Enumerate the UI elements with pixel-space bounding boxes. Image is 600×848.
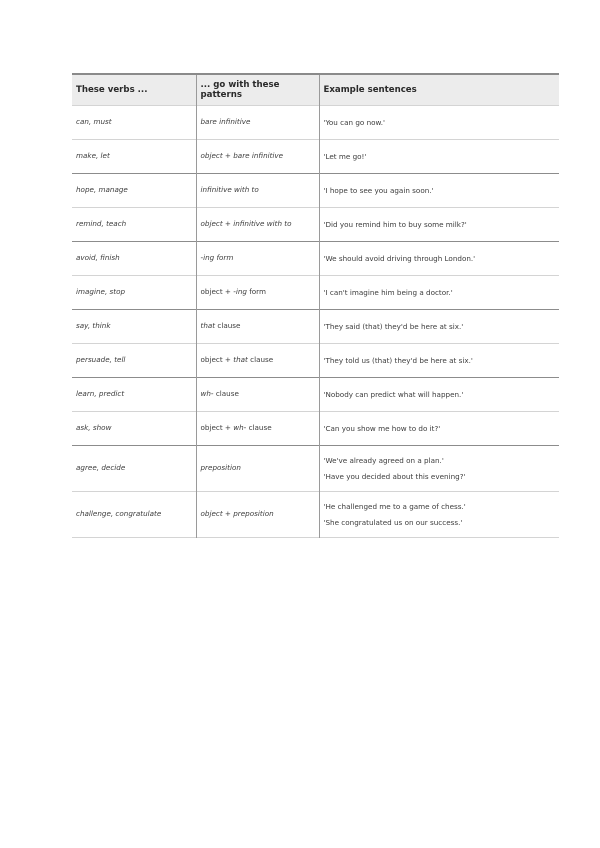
example-sentence: 'Did you remind him to buy some milk?' [323, 219, 467, 229]
verbs-cell: imagine, stop [76, 287, 126, 297]
example-cell [319, 276, 559, 310]
table-row [72, 174, 559, 208]
example-cell [319, 344, 559, 378]
example-cell [319, 412, 559, 446]
verbs-cell: avoid, finish [76, 253, 120, 263]
example-sentence: 'Have you decided about this evening?' [323, 471, 466, 481]
verbs-cell: hope, manage [76, 185, 128, 195]
table-row [72, 276, 559, 310]
table-row [72, 242, 559, 276]
example-sentence: 'We should avoid driving through London.' [323, 253, 476, 263]
header-verbs: These verbs ... [76, 85, 148, 95]
table-row [72, 310, 559, 344]
example-sentence: 'She congratulated us on our success.' [323, 517, 463, 527]
verbs-cell: persuade, tell [76, 355, 126, 365]
example-sentence: 'You can go now.' [323, 117, 386, 127]
example-sentence: 'He challenged me to a game of chess.' [323, 501, 466, 511]
verb-patterns-table [72, 73, 559, 538]
pattern-cell: infinitive with to [196, 174, 319, 208]
example-sentence: 'I can't imagine him being a doctor.' [323, 287, 453, 297]
table-row [72, 208, 559, 242]
pattern-cell: that clause [196, 310, 319, 344]
header-examples: Example sentences [319, 74, 559, 106]
header-patterns: ... go with these patterns [196, 74, 319, 106]
verbs-cell: can, must [76, 117, 112, 127]
pattern-cell: object + -ing form [196, 276, 319, 310]
verbs-cell: ask, show [76, 423, 112, 433]
pattern-cell: object + preposition [196, 492, 319, 538]
verbs-cell: say, think [76, 321, 111, 331]
example-cell [319, 174, 559, 208]
table-row [72, 378, 559, 412]
example-sentence: 'They said (that) they'd be here at six.' [323, 321, 464, 331]
example-cell [319, 310, 559, 344]
example-sentence: 'I hope to see you again soon.' [323, 185, 434, 195]
pattern-cell: object + wh- clause [196, 412, 319, 446]
pattern-cell: wh- clause [196, 378, 319, 412]
example-cell [319, 378, 559, 412]
example-cell [319, 106, 559, 140]
pattern-cell: object + bare infinitive [196, 140, 319, 174]
verbs-cell: challenge, congratulate [76, 509, 162, 519]
pattern-cell: bare infinitive [196, 106, 319, 140]
verbs-cell: make, let [76, 151, 110, 161]
table-row [72, 492, 559, 538]
pattern-cell: object + infinitive with to [196, 208, 319, 242]
table-row [72, 344, 559, 378]
table-row [72, 446, 559, 492]
example-cell [319, 446, 559, 492]
table-row [72, 106, 559, 140]
pattern-cell: preposition [196, 446, 319, 492]
example-sentence: 'Let me go!' [323, 151, 367, 161]
example-sentence: 'We've already agreed on a plan.' [323, 455, 444, 465]
example-sentence: 'They told us (that) they'd be here at six.' [323, 355, 473, 365]
pattern-cell: object + that clause [196, 344, 319, 378]
verbs-cell: learn, predict [76, 389, 125, 399]
example-cell [319, 242, 559, 276]
verbs-cell: agree, decide [76, 463, 126, 473]
table-row [72, 412, 559, 446]
example-sentence: 'Can you show me how to do it?' [323, 423, 441, 433]
example-sentence: 'Nobody can predict what will happen.' [323, 389, 464, 399]
pattern-cell: -ing form [196, 242, 319, 276]
table-row [72, 140, 559, 174]
header-row [72, 74, 559, 106]
example-cell [319, 140, 559, 174]
example-cell [319, 208, 559, 242]
example-cell [319, 492, 559, 538]
verbs-cell: remind, teach [76, 219, 127, 229]
